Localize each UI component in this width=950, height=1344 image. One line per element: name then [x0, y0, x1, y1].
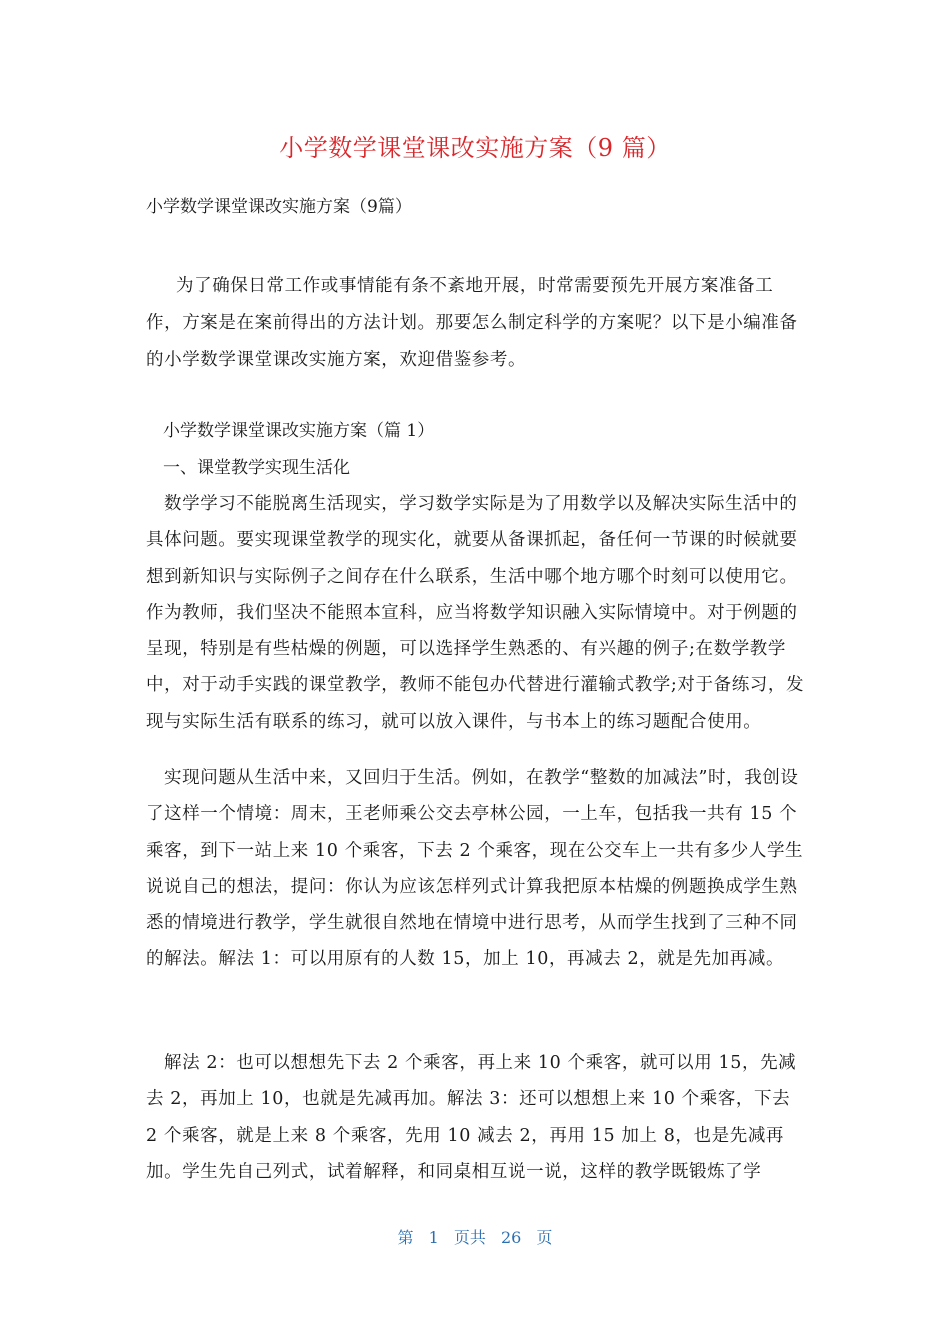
section-heading-1: 一、课堂教学实现生活化	[163, 458, 350, 478]
document-title: 小学数学课堂课改实施方案（9 篇）	[279, 134, 671, 162]
body-paragraph-2: 实现问题从生活中来，又回归于生活。例如，在教学“整数的加减法”时，我创设了这样一个情境：周末，王老师乘公交去亭林公园，一上车，包括我一共有 15 个乘客，到下一站上来 10 个乘客，下去 2 个乘客，现在公交车上一共有多少人学生说说自己的想法，提问：你认为应该怎样列式计算我把原本枯燥的例题换成学生熟悉的情境进行教学，学生就很自然地在情境中进行思考，从而学生找到了三种不同的解法。解法 1：可以用原有的人数 15，加上 10，再减去 2，就是先加再减。	[146, 768, 804, 970]
document-subtitle: 小学数学课堂课改实施方案（9篇）	[146, 197, 412, 217]
body-paragraph-1: 数学学习不能脱离生活现实，学习数学实际是为了用数学以及解决实际生活中的具体问题。要实现课堂教学的现实化，就要从备课抓起，备任何一节课的时候就要想到新知识与实际例子之间存在什么联系，生活中哪个地方哪个时刻可以使用它。作为教师，我们坚决不能照本宣科，应当将数学知识融入实际情境中。对于例题的呈现，特别是有些枯燥的例题，可以选择学生熟悉的、有兴趣的例子;在数学教学中，对于动手实践的课堂教学，教师不能包办代替进行灌输式教学;对于备练习，发现与实际生活有联系的练习，就可以放入课件，与书本上的练习题配合使用。	[146, 494, 805, 732]
page-number-footer: 第 1 页共 26 页	[397, 1228, 553, 1247]
section-title: 小学数学课堂课改实施方案（篇 1）	[163, 421, 435, 441]
body-paragraph-3: 解法 2：也可以想想先下去 2 个乘客，再上来 10 个乘客，就可以用 15，先减去 2，再加上 10，也就是先减再加。解法 3：还可以想想上来 10 个乘客，下去 2 个乘客，就是上来 8 个乘客，先用 10 减去 2，再用 15 加上 8，也是先减再加。学生先自己列式，试着解释，和同桌相互说一说，这样的教学既锻炼了学	[146, 1053, 797, 1182]
intro-paragraph: 为了确保日常工作或事情能有条不紊地开展，时常需要预先开展方案准备工作，方案是在案前得出的方法计划。那要怎么制定科学的方案呢？以下是小编准备的小学数学课堂课改实施方案，欢迎借鉴参考。	[146, 276, 798, 370]
